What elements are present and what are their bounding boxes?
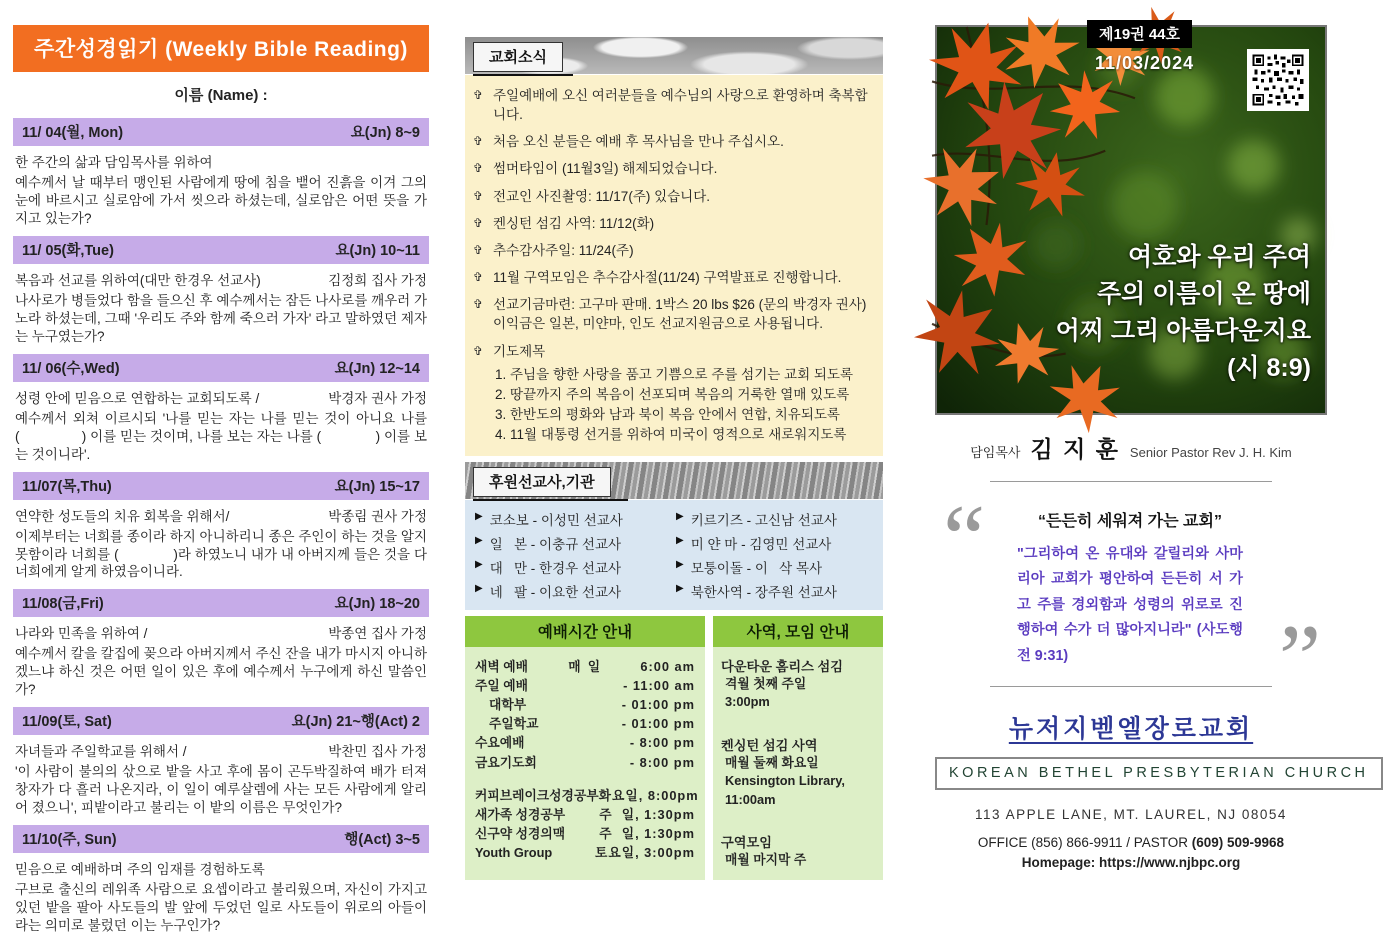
ministry-meetings-box xyxy=(713,616,883,880)
weekly-bible-reading-section xyxy=(13,25,429,935)
verse-line: 어찌 그리 아름다운지요 xyxy=(1055,317,1311,345)
entry-reference: 요(Jn) 18~20 xyxy=(334,596,420,613)
pastor-line xyxy=(935,431,1327,464)
entry-date-bar xyxy=(13,354,429,382)
reading-entry-fri xyxy=(13,589,429,699)
worship-time: - 8:00 pm xyxy=(629,754,695,770)
church-name-english: KOREAN BETHEL PRESBYTERIAN CHURCH xyxy=(935,757,1383,790)
reading-entry-sun xyxy=(13,825,429,935)
entry-question: 나사로가 병들었다 함을 들으신 후 예수께서는 잠든 나사로를 깨우러 가노라 하셨는데, 그때 '우리도 주와 함께 죽으러 가자' 라고 말하였던 제자는 누구였는가? xyxy=(15,292,427,344)
entry-topic: 연약한 성도들의 치유 회복을 위해서/ xyxy=(15,508,230,524)
entry-question: '이 사람이 불의의 삯으로 밭을 사고 후에 몸이 곤두박질하여 배가 터져 창자가 다 흘러 나온지라, 이 일이 예루살렘에 사는 모든 사람에게 알리어 졌으니', 피밭이라고 불리는 이 밭의 이름은 무엇인가? xyxy=(15,764,427,816)
cross-bullet-icon: ✞ xyxy=(473,270,484,285)
cross-bullet-icon: ✞ xyxy=(473,343,484,358)
missions-banner xyxy=(465,462,883,499)
verse-line: 여호와 우리 주여 xyxy=(1128,243,1311,271)
entry-date-bar xyxy=(13,589,429,617)
study-name: 커피브레이크성경공부 xyxy=(475,787,599,803)
ministry-group-line: 11:00am xyxy=(725,791,776,807)
pastor-name: 김 지 훈 xyxy=(1030,436,1120,462)
study-time: 주 일, 1:30pm xyxy=(599,826,695,842)
cover-column xyxy=(935,25,1369,871)
worship-time: 6:00 am xyxy=(640,658,695,674)
news-item: 전교인 사진촬영: 11/17(주) 있습니다. xyxy=(493,188,711,204)
ministry-group-line: 매월 둘째 화요일 xyxy=(725,754,819,770)
cross-bullet-icon: ✞ xyxy=(473,161,484,176)
qr-code xyxy=(1247,49,1309,111)
divider xyxy=(990,481,1272,482)
church-name-korean: 뉴저지벧엘장로교회 xyxy=(1008,715,1254,744)
vision-verse: "그리하여 온 유대와 갈릴리와 사마리아 교회가 평안하여 든든히 서 가고 주를 경외함과 성령의 위로로 진행하여 수가 더 많아지니라" (사도행전 9:31) xyxy=(1017,546,1243,664)
arrow-bullet-icon: ▶ xyxy=(475,534,483,546)
entry-family: 박종연 집사 가정 xyxy=(328,626,427,642)
verse-line: 주의 이름이 온 땅에 xyxy=(1096,280,1311,308)
ministry-group-line: 매월 마지막 주 xyxy=(725,852,807,868)
homepage-line xyxy=(935,855,1327,870)
entry-reference: 행(Act) 3~5 xyxy=(344,832,420,849)
entry-reference: 요(Jn) 12~14 xyxy=(334,360,420,377)
worship-name: 주일학교 xyxy=(489,716,539,732)
prayer-item: 4. 11월 대통령 선거를 위하여 미국이 영적으로 새로워지도록 xyxy=(495,427,847,443)
pastor-title-en: Senior Pastor Rev J. H. Kim xyxy=(1129,445,1292,460)
entry-date: 11/ 05(화,Tue) xyxy=(22,242,114,259)
name-label: 이름 (Name) : xyxy=(174,87,268,104)
news-item: 썸머타임이 (11월3일) 해제되었습니다. xyxy=(493,161,718,177)
entry-date: 11/09(토, Sat) xyxy=(22,714,112,731)
news-item: 11월 구역모임은 추수감사절(11/24) 구역발표로 진행합니다. xyxy=(493,270,842,286)
entry-family: 김정희 집사 가정 xyxy=(328,272,427,288)
arrow-bullet-icon: ▶ xyxy=(676,582,684,594)
missionary-item: 북한사역 - 장주원 선교사 xyxy=(690,584,837,600)
news-item: 켄싱턴 섬김 사역: 11/12(화) xyxy=(493,215,655,231)
divider xyxy=(990,686,1272,687)
worship-times-box xyxy=(465,616,705,880)
study-name: 신구약 성경의맥 xyxy=(475,826,566,842)
cover-photo xyxy=(935,25,1327,415)
cover-verse xyxy=(1056,239,1311,387)
missionary-item: 모퉁이돌 - 이 삭 목사 xyxy=(690,560,823,576)
entry-date: 11/08(금,Fri) xyxy=(22,596,104,613)
missionary-item: 코소보 - 이성민 선교사 xyxy=(489,512,623,528)
church-address: 113 APPLE LANE, MT. LAUREL, NJ 08054 xyxy=(975,807,1287,823)
missionary-item: 미 얀 마 - 김영민 선교사 xyxy=(690,536,832,552)
reading-entry-tue xyxy=(13,236,429,346)
cross-bullet-icon: ✞ xyxy=(473,297,484,312)
arrow-bullet-icon: ▶ xyxy=(676,558,684,570)
cross-bullet-icon: ✞ xyxy=(473,88,484,102)
ministry-group-name: 켄싱턴 섬김 사역 xyxy=(721,737,818,753)
arrow-bullet-icon: ▶ xyxy=(676,534,684,546)
entry-topic: 믿음으로 예배하며 주의 임재를 경험하도록 xyxy=(15,862,265,878)
worship-name: 새벽 예배 xyxy=(475,658,529,674)
entry-date-bar xyxy=(13,707,429,735)
homepage-url: https://www.njbpc.org xyxy=(1099,855,1241,871)
entry-question: 구브로 출신의 레위족 사람으로 요셉이라고 불리웠으며, 자신이 가지고 있던 밭을 팔아 사도들의 발 앞에 두었던 일로 사도들이 위로의 아들이라는 의미로 불렀던 이는 누구인가? xyxy=(15,882,427,934)
study-name: 새가족 성경공부 xyxy=(475,807,566,823)
arrow-bullet-icon: ▶ xyxy=(475,510,483,522)
worship-name: 금요기도회 xyxy=(475,754,537,770)
entry-date: 11/ 06(수,Wed) xyxy=(22,360,120,377)
study-time: 주 일, 1:30pm xyxy=(599,807,695,823)
entry-reference: 요(Jn) 15~17 xyxy=(334,478,420,495)
missions-title: 후원선교사,기관 xyxy=(473,467,611,497)
prayer-topics-title: 기도제목 xyxy=(493,343,546,359)
cross-bullet-icon: ✞ xyxy=(473,188,484,203)
ministry-group-name: 다운타운 홈리스 섬김 xyxy=(721,658,843,674)
study-time: 화요일, 8:00pm xyxy=(598,787,699,803)
cover-date: 11/03/2024 xyxy=(1095,53,1195,73)
weekly-reading-header: 주간성경읽기 (Weekly Bible Reading) xyxy=(13,25,429,72)
ministry-group-line: Kensington Library, xyxy=(725,773,845,789)
ministry-group-line: 격월 첫째 주일 xyxy=(725,675,807,691)
study-name: Youth Group xyxy=(475,845,553,861)
worship-time: - 8:00 pm xyxy=(629,735,695,751)
study-time: 토요일, 3:00pm xyxy=(594,845,695,861)
news-item: 추수감사주일: 11/24(주) xyxy=(493,242,634,258)
church-news-list xyxy=(465,75,883,456)
entry-family: 박경자 권사 가정 xyxy=(328,390,427,406)
news-item: 주일예배에 오신 여러분들을 예수님의 사랑으로 환영하며 축복합니다. xyxy=(493,88,868,123)
entry-topic: 나라와 민족을 위하여 / xyxy=(15,626,148,642)
ministry-group-name: 구역모임 xyxy=(721,835,772,851)
worship-time: - 11:00 am xyxy=(623,677,695,693)
entry-topic: 복음과 선교를 위하여(대만 한경우 선교사) xyxy=(15,272,261,288)
entry-date: 11/07(목,Thu) xyxy=(22,478,112,495)
entry-question: 예수께서 칼을 칼집에 꽂으라 아버지께서 주신 잔을 내가 마시지 아니하겠느냐 하신 것은 어떤 일이 있은 후에 예수께서 누구에게 하신 말씀인가? xyxy=(15,646,427,698)
entry-topic: 자녀들과 주일학교를 위해서 / xyxy=(15,744,187,760)
worship-day: 매 일 xyxy=(568,658,601,674)
arrow-bullet-icon: ▶ xyxy=(475,582,483,594)
missionary-item: 일 본 - 이충규 선교사 xyxy=(489,536,622,552)
cross-bullet-icon: ✞ xyxy=(473,134,484,149)
homepage-label: Homepage: xyxy=(1021,855,1099,871)
entry-family: 박종림 권사 가정 xyxy=(328,508,427,524)
missionary-item: 네 팔 - 이요한 선교사 xyxy=(489,584,622,600)
prayer-item: 1. 주님을 향한 사랑을 품고 기쁨으로 주를 섬기는 교회 되도록 xyxy=(495,366,853,382)
worship-name: 수요예배 xyxy=(475,735,525,751)
arrow-bullet-icon: ▶ xyxy=(475,558,483,570)
reading-entry-mon xyxy=(13,118,429,228)
ministry-group-line: 3:00pm xyxy=(725,694,770,710)
issue-badge: 제19권 44호 xyxy=(1087,20,1192,48)
vision-quote-block xyxy=(935,485,1327,712)
announcements-column xyxy=(465,37,883,880)
entry-reference: 요(Jn) 21~행(Act) 2 xyxy=(291,714,420,731)
worship-times-title: 예배시간 안내 xyxy=(465,616,705,647)
open-quote-icon: “ xyxy=(943,485,986,591)
news-item: 선교기금마련: 고구마 판매. 1박스 20 lbs $26 (문의 박경자 권사) 이익금은 일본, 미얀마, 인도 선교지원금으로 사용됩니다. xyxy=(493,297,867,332)
entry-family: 박찬민 집사 가정 xyxy=(328,744,427,760)
worship-time: - 01:00 pm xyxy=(621,697,695,713)
missions-list xyxy=(465,500,883,610)
phone-line xyxy=(935,835,1327,850)
vision-title: “든든히 세워져 가는 교회” xyxy=(1038,513,1222,530)
missionary-item: 키르기즈 - 고신남 선교사 xyxy=(690,512,837,528)
entry-topic: 한 주간의 삶과 담임목사를 위하여 xyxy=(15,155,213,170)
entry-question: 이제부터는 너희를 종이라 하지 아니하리니 종은 주인이 하는 것을 알지 못함이라 너희를 ( )라 하였노니 내가 내 아버지께 들은 것을 다 너희에게 알게 하였음이니라. xyxy=(15,528,427,580)
close-quote-icon: ” xyxy=(1278,605,1321,712)
prayer-item: 2. 땅끝까지 주의 복음이 선포되며 복음의 거룩한 열매 있도록 xyxy=(495,386,850,402)
arrow-bullet-icon: ▶ xyxy=(676,510,684,522)
cross-bullet-icon: ✞ xyxy=(473,215,484,230)
entry-question: 예수께서 외쳐 이르시되 '나를 믿는 자는 나를 믿는 것이 아니요 나를 ( ) 이를 믿는 것이며, 나를 보는 자는 나를 ( ) 이를 보는 것이니라'. xyxy=(15,410,427,462)
entry-topic: 성령 안에 믿음으로 연합하는 교회되도록 / xyxy=(15,390,260,406)
prayer-topics-list xyxy=(473,365,873,446)
entry-date-bar xyxy=(13,825,429,853)
entry-date-bar xyxy=(13,472,429,500)
verse-line: (시 8:9) xyxy=(1227,354,1311,382)
news-item: 처음 오신 분들은 예배 후 목사님을 만나 주십시오. xyxy=(493,134,784,150)
entry-date-bar xyxy=(13,118,429,146)
entry-date: 11/ 04(월, Mon) xyxy=(22,125,124,141)
entry-date-bar xyxy=(13,236,429,264)
reading-entry-sat xyxy=(13,707,429,817)
pastor-phone: (609) 509-9968 xyxy=(1191,835,1285,851)
pastor-title-kr: 담임목사 xyxy=(970,445,1021,460)
entry-reference: 요(Jn) 10~11 xyxy=(335,242,420,259)
worship-time: - 01:00 pm xyxy=(621,716,695,732)
entry-reference: 요(Jn) 8~9 xyxy=(350,125,420,141)
worship-name: 주일 예배 xyxy=(475,677,529,693)
cross-bullet-icon: ✞ xyxy=(473,242,484,257)
church-news-banner xyxy=(465,37,883,74)
church-news-title: 교회소식 xyxy=(473,42,563,72)
missionary-item: 대 만 - 한경우 선교사 xyxy=(489,560,622,576)
office-phone: OFFICE (856) 866-9911 / PASTOR xyxy=(977,835,1192,851)
reading-entry-wed xyxy=(13,354,429,464)
worship-name: 대학부 xyxy=(489,697,527,713)
entry-date: 11/10(주, Sun) xyxy=(22,832,117,849)
ministry-meetings-title: 사역, 모임 안내 xyxy=(713,616,883,647)
reading-entry-thu xyxy=(13,472,429,582)
entry-question: 예수께서 날 때부터 맹인된 사람에게 땅에 침을 뱉어 진흙을 이겨 그의 눈에 바르시고 실로암에 가서 씻으라 하셨는데, 실로암은 어떤 뜻을 가지고 있는가? xyxy=(15,175,427,226)
prayer-item: 3. 한반도의 평화와 남과 북이 복음 안에서 연합, 치유되도록 xyxy=(495,407,840,423)
